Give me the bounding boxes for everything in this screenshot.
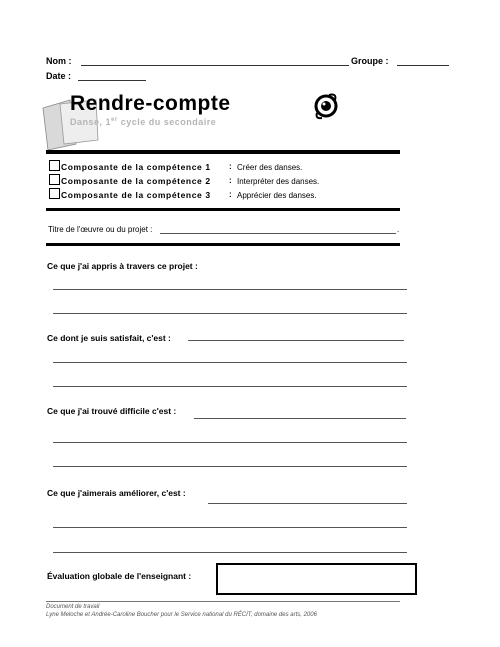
groupe-label: Groupe : [351, 56, 389, 66]
divider-bottom [46, 243, 400, 246]
satisfait-label: Ce dont je suis satisfait, c'est : [47, 333, 171, 343]
competence-2-desc: Interpréter des danses. [237, 177, 320, 186]
titre-end: . [397, 225, 400, 234]
competence-3-colon: : [229, 190, 232, 199]
competence-3-title: Composante de la compétence 3 [61, 190, 211, 200]
page-subtitle [70, 117, 216, 127]
footer-line-1: Document de travail [46, 604, 100, 610]
ameliorer-line-1[interactable] [208, 503, 407, 504]
nom-label: Nom : [46, 56, 72, 66]
appris-line-1[interactable] [53, 289, 407, 290]
appris-line-2[interactable] [53, 313, 407, 314]
titre-label: Titre de l'œuvre ou du projet : [48, 225, 153, 234]
ameliorer-line-2[interactable] [53, 527, 407, 528]
footer-line-2: Lyne Meloche et Andrée-Caroline Boucher pour le Service national du RÉCIT, domaine des arts, 2006 [46, 612, 317, 618]
difficile-line-3[interactable] [53, 466, 407, 467]
difficile-line-2[interactable] [53, 442, 407, 443]
competence-1-checkbox[interactable] [49, 160, 60, 171]
date-field[interactable] [78, 80, 146, 81]
competence-2-title: Composante de la compétence 2 [61, 176, 211, 186]
nom-field[interactable] [81, 65, 349, 66]
competence-1-desc: Créer des danses. [237, 163, 303, 172]
satisfait-line-1[interactable] [188, 340, 404, 341]
subtitle-pre: Danse, 1 [70, 117, 112, 127]
satisfait-line-3[interactable] [53, 386, 407, 387]
difficile-line-1[interactable] [194, 418, 406, 419]
competence-1-colon: : [229, 162, 232, 171]
date-label: Date : [46, 71, 72, 81]
competence-3-checkbox[interactable] [49, 188, 60, 199]
footer-divider [46, 601, 400, 602]
satisfait-line-2[interactable] [53, 362, 407, 363]
titre-field[interactable] [160, 233, 396, 234]
evaluation-box[interactable] [216, 563, 417, 595]
ameliorer-line-3[interactable] [53, 552, 407, 553]
competence-1-title: Composante de la compétence 1 [61, 162, 211, 172]
competence-2-colon: : [229, 176, 232, 185]
difficile-label: Ce que j'ai trouvé difficile c'est : [47, 406, 177, 416]
competence-2-checkbox[interactable] [49, 174, 60, 185]
subtitle-sup: er [111, 117, 118, 123]
subtitle-post: cycle du secondaire [117, 117, 217, 127]
appris-label: Ce que j'ai appris à travers ce projet : [47, 261, 198, 271]
evaluation-label: Évaluation globale de l'enseignant : [47, 571, 192, 581]
divider-middle [46, 208, 400, 211]
groupe-field[interactable] [397, 65, 449, 66]
page-title: Rendre-compte [70, 92, 231, 115]
dance-logo-icon [311, 91, 341, 126]
competence-3-desc: Apprécier des danses. [237, 191, 317, 200]
ameliorer-label: Ce que j'aimerais améliorer, c'est : [47, 488, 186, 498]
divider-top [46, 150, 400, 154]
